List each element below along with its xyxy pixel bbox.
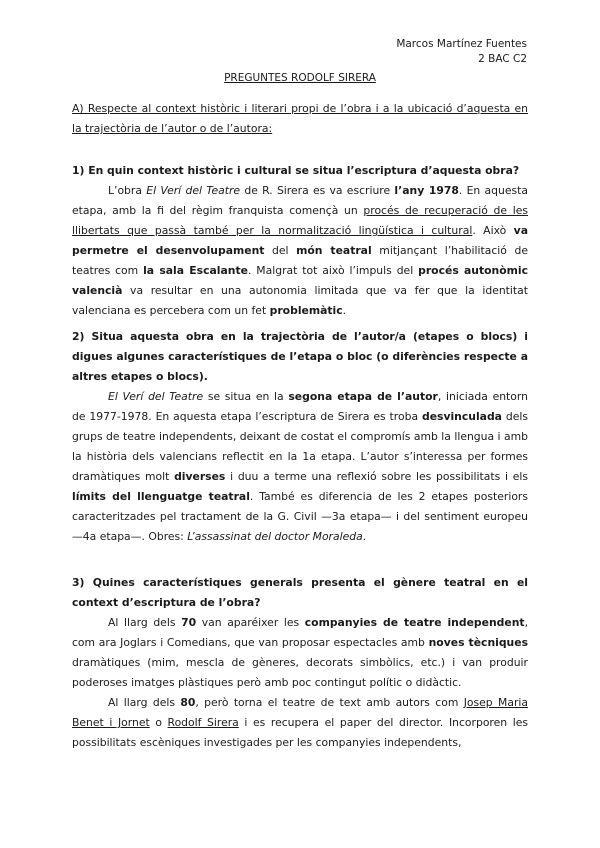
question-3-block — [72, 573, 528, 753]
question-3: 3) Quines característiques generals presenta el gènere teatral en el context d’escriptura de l’obra? — [72, 576, 528, 609]
question-2: 2) Situa aquesta obra en la trajectòria de l’autor/a (etapes o blocs) i digues algunes característiques de l’etapa o bloc (o diferències respecte a altres etapes o blocs). — [72, 330, 528, 383]
answer-1: L’obra El Verí del Teatre de R. Sirera es va escriure l’any 1978. En aquesta etapa, amb la fi del règim franquista començà un procés de recuperació de les llibertats que passà també per la normalització lingüística i cultural. Això va permetre el desenvolupament del món teatral mitjançant l’habilitació de teatres com la sala Escalante. Malgrat tot això l’impuls del procés autonòmic valencià va resultar en una autonomia limitada que va fer que la identitat valenciana es percebera com un fet problemàtic. — [72, 184, 529, 317]
author-block — [396, 37, 527, 67]
author-name: Marcos Martínez Fuentes — [396, 38, 527, 50]
answer-2: El Verí del Teatre se situa en la segona etapa de l’autor, iniciada entorn de 1977-1978. En aquesta etapa l’escriptura de Sirera es troba desvinculada dels grups de teatre independents, deixant de costat el compromís amb la llengua i amb la història dels valencians reflectit en la 1a etapa. L’autor s’interessa per formes dramàtiques molt diverses i duu a terme una reflexió sobre les possibilitats i els límits del llenguatge teatral. També es diferencia de les 2 etapes posteriors caracteritzades pel tractament de la G. Civil —3a etapa— i del sentiment europeu —4a etapa—. Obres: L’assassinat del doctor Moraleda. — [72, 390, 528, 543]
section-a-heading: A) Respecte al context històric i literari propi de l’obra i a la ubicació d’aquesta en la trajectòria de l’autor o de l’autora: — [72, 102, 528, 135]
question-1-block — [72, 161, 528, 321]
answer-3-paragraph-1: Al llarg dels 70 van aparéixer les companyies de teatre independent, com ara Joglars i Comedians, que van proposar espectacles amb noves tècniques dramàtiques (mim, mescla de gèneres, decorats simbòlics, etc.) i van produir poderoses imatges plàstiques però amb poc contingut polític o didàctic. — [72, 616, 528, 689]
page-title: PREGUNTES RODOLF SIRERA — [224, 72, 376, 84]
question-2-block — [72, 327, 528, 547]
course-label: 2 BAC C2 — [478, 53, 527, 65]
question-1: 1) En quin context històric i cultural se situa l’escriptura d’aquesta obra? — [72, 164, 520, 177]
answer-3-paragraph-2: Al llarg dels 80, però torna el teatre de text amb autors com Josep Maria Benet i Jornet o Rodolf Sirera i es recupera el paper del director. Incorporen les possibilitats escèniques investigades per les companyies independents, — [72, 696, 528, 749]
